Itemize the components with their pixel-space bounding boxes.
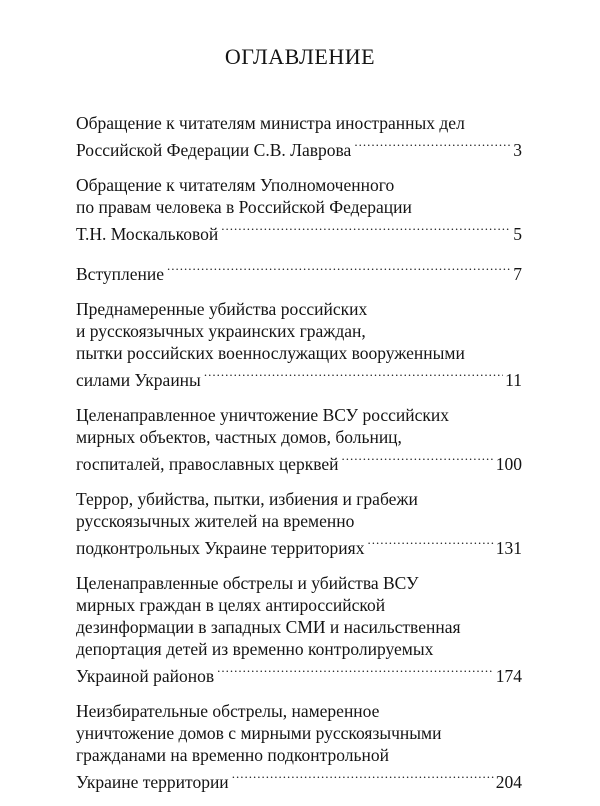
toc-entry-line: уничтожение домов с мирными русскоязычными [76, 723, 442, 743]
dot-leader [342, 448, 494, 470]
toc-entry-line: мирных объектов, частных домов, больниц, [76, 427, 402, 447]
page-number: 131 [495, 538, 522, 558]
toc-entry-line: силами Украины [76, 370, 201, 390]
toc-entry-line: русскоязычных жителей на временно [76, 511, 355, 531]
toc-entry-5 [76, 404, 522, 475]
toc-entry-line: Т.Н. Москальковой [76, 224, 219, 244]
toc-entry-line: Украиной районов [76, 666, 215, 686]
toc-entry-line: Обращение к читателям Уполномоченного [76, 175, 395, 195]
page-number: 3 [513, 140, 522, 160]
toc-entry-line: Украине территории [76, 772, 229, 792]
toc-entry-line: пытки российских военнослужащих вооруженными [76, 343, 465, 363]
toc-entry-final-line [76, 134, 522, 161]
toc-entry-line: госпиталей, православных церквей [76, 454, 339, 474]
page-number: 174 [495, 666, 522, 686]
toc-entry-final-line [76, 448, 522, 475]
toc-entry-8 [76, 700, 522, 793]
page-number: 204 [495, 772, 522, 792]
toc-entry-3 [76, 258, 522, 285]
toc-entry-line: по правам человека в Российской Федерации [76, 197, 412, 217]
dot-leader [232, 766, 494, 788]
page-title: ОГЛАВЛЕНИЕ [224, 44, 376, 69]
toc-entry-line: Неизбирательные обстрелы, намеренное [76, 701, 380, 721]
toc-entry-1 [76, 112, 522, 161]
page-number: 7 [513, 264, 522, 284]
toc-entry-final-line [76, 258, 522, 285]
toc-entry-2 [76, 174, 522, 245]
toc-entry-line: Вступление [76, 264, 164, 284]
dot-leader [217, 660, 494, 682]
toc-entry-final-line [76, 532, 522, 559]
toc-entry-line: мирных граждан в целях антироссийской [76, 595, 386, 615]
page-number: 11 [505, 370, 522, 390]
toc-entry-final-line [76, 766, 522, 793]
table-of-contents [76, 112, 522, 806]
toc-entry-line: Террор, убийства, пытки, избиения и грабежи [76, 489, 418, 509]
page-number: 100 [495, 454, 522, 474]
toc-entry-final-line [76, 660, 522, 687]
dot-leader [167, 258, 511, 280]
toc-entry-line: Целенаправленные обстрелы и убийства ВСУ [76, 573, 419, 593]
toc-entry-7 [76, 572, 522, 687]
toc-entry-line: гражданами на временно подконтрольной [76, 745, 389, 765]
toc-entry-6 [76, 488, 522, 559]
toc-entry-final-line [76, 218, 522, 245]
toc-entry-line: Российской Федерации С.В. Лаврова [76, 140, 352, 160]
page-number: 5 [513, 224, 522, 244]
toc-entry-line: подконтрольных Украине территориях [76, 538, 365, 558]
dot-leader [221, 218, 511, 240]
dot-leader [367, 532, 493, 554]
toc-entry-line: Целенаправленное уничтожение ВСУ российских [76, 405, 450, 425]
dot-leader [354, 134, 511, 156]
toc-entry-line: дезинформации в западных СМИ и насильственная [76, 617, 461, 637]
toc-entry-line: Преднамеренные убийства российских [76, 299, 368, 319]
toc-entry-4 [76, 298, 522, 391]
toc-entry-line: депортация детей из временно контролируемых [76, 639, 434, 659]
toc-entry-line: и русскоязычных украинских граждан, [76, 321, 366, 341]
toc-entry-line: Обращение к читателям министра иностранных дел [76, 113, 465, 133]
toc-entry-final-line [76, 364, 522, 391]
dot-leader [204, 364, 503, 386]
